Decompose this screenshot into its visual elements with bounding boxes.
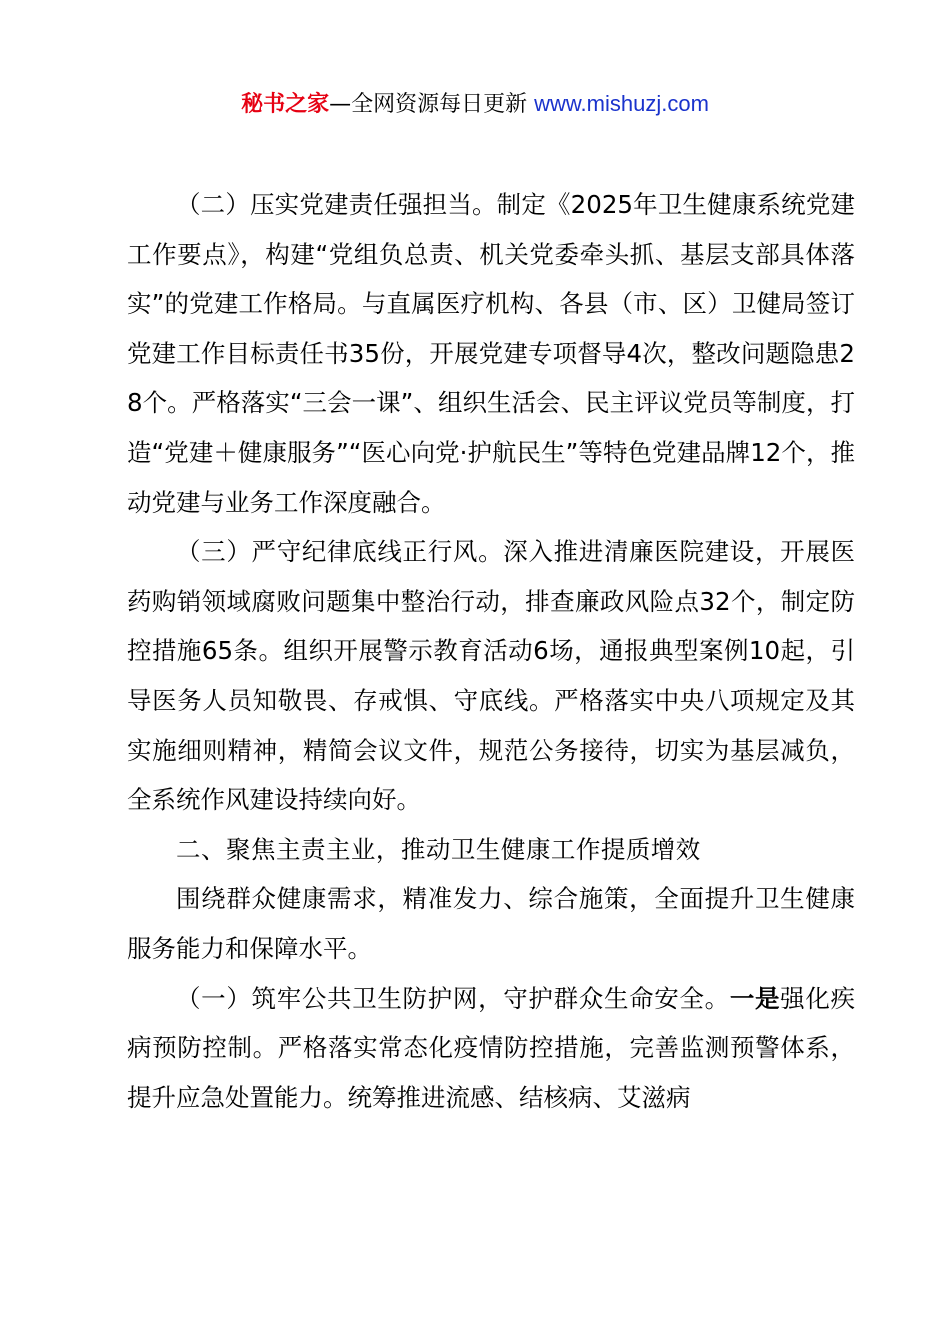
paragraph-public-health [127, 974, 855, 1123]
site-header [0, 88, 950, 121]
paragraph-section-intro: 围绕群众健康需求，精准发力、综合施策，全面提升卫生健康服务能力和保障水平。 [127, 884, 855, 963]
section-heading: 二、聚焦主责主业，推动卫生健康工作提质增效 [176, 834, 701, 864]
paragraph-discipline: （三）严守纪律底线正行风。深入推进清廉医院建设，开展医药购销领域腐败问题集中整治行动，排查廉政风险点32个，制定防控措施65条。组织开展警示教育活动6场，通报典型案例10起，引导医务人员知敬畏、存戒惧、守底线。严格落实中央八项规定及其实施细则精神，精简会议文件，规范公务接待，切实为基层减负，全系统作风建设持续向好。 [127, 537, 855, 815]
paragraph-party-responsibility: （二）压实党建责任强担当。制定《2025年卫生健康系统党建工作要点》，构建“党组负总责、机关党委牵头抓、基层支部具体落实”的党建工作格局。与直属医疗机构、各县（市、区）卫健局签订党建工作目标责任书35份，开展党建专项督导4次，整改问题隐患28个。严格落实“三会一课”、组织生活会、民主评议党员等制度，打造“党建＋健康服务”“医心向党·护航民生”等特色党建品牌12个，推动党建与业务工作深度融合。 [127, 190, 855, 517]
paragraph-public-health-rest: 强化疾病预防控制。严格落实常态化疫情防控措施，完善监测预警体系，提升应急处置能力。统筹推进流感、结核病、艾滋病 [127, 983, 856, 1112]
paragraph-public-health-lead: （一）筑牢公共卫生防护网，守护群众生命安全。 [176, 983, 730, 1013]
paragraph-public-health-bold: 一是 [729, 983, 781, 1013]
site-brand: 秘书之家 [241, 92, 330, 117]
site-tagline: —全网资源每日更新 [329, 92, 535, 117]
site-url-link[interactable]: www.mishuzj.com [534, 91, 709, 116]
document-body [127, 180, 855, 1122]
